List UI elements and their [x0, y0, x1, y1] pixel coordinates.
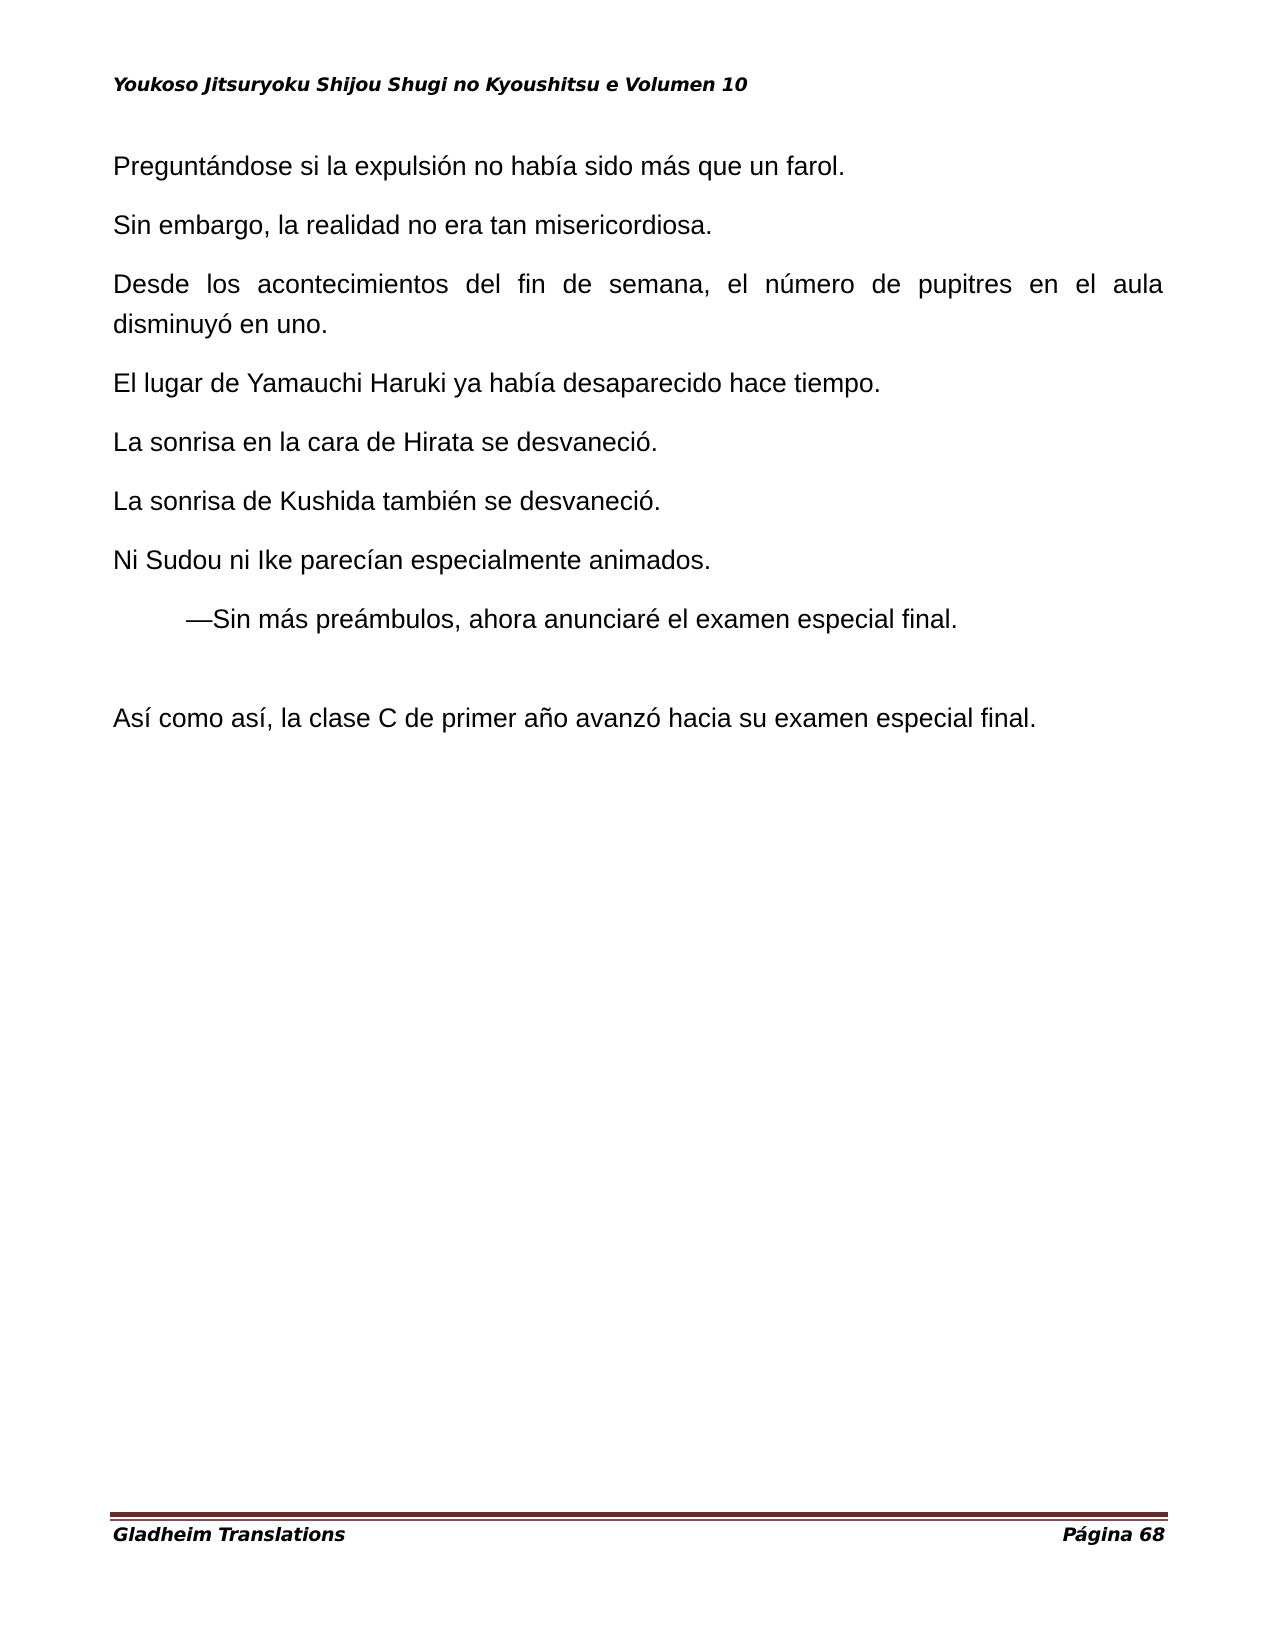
footer-credit: Gladheim Translations	[113, 1524, 346, 1546]
paragraph: Sin embargo, la realidad no era tan misericordiosa.	[113, 210, 713, 240]
paragraph: La sonrisa de Kushida también se desvaneció.	[113, 486, 662, 516]
paragraph: La sonrisa en la cara de Hirata se desvaneció.	[113, 427, 659, 457]
paragraph: Desde los acontecimientos del fin de semana, el número de pupitres en el aula disminuyó en uno.	[113, 269, 1163, 339]
dialogue-paragraph: —Sin más preámbulos, ahora anunciaré el examen especial final.	[186, 604, 958, 634]
footer-rule	[110, 1512, 1168, 1521]
footer-rule-thin	[110, 1519, 1168, 1521]
footer-rule-thick	[110, 1512, 1168, 1517]
paragraph: El lugar de Yamauchi Haruki ya había desaparecido hace tiempo.	[113, 368, 881, 398]
running-header: Youkoso Jitsuryoku Shijou Shugi no Kyoushitsu e Volumen 10	[113, 74, 748, 96]
body-text	[113, 146, 1163, 757]
paragraph: Preguntándose si la expulsión no había sido más que un farol.	[113, 151, 846, 181]
paragraph: Ni Sudou ni Ike parecían especialmente animados.	[113, 545, 712, 575]
page-number: Página 68	[1062, 1524, 1165, 1546]
closing-paragraph: Así como así, la clase C de primer año avanzó hacia su examen especial final.	[113, 703, 1037, 733]
